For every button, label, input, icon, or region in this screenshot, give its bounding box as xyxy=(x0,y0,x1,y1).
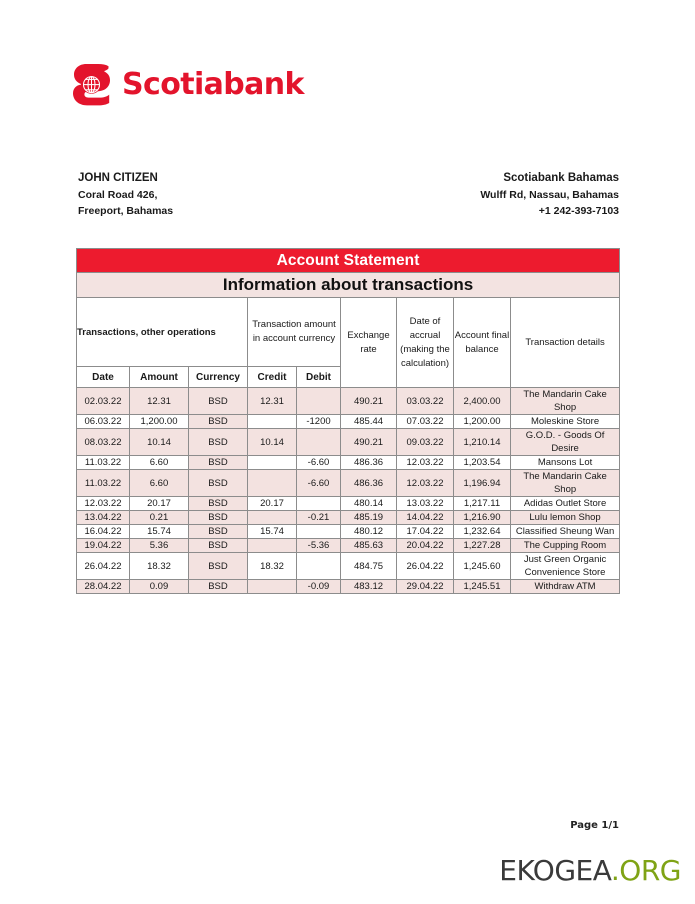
cell-currency: BSD xyxy=(189,497,248,511)
customer-name: JOHN CITIZEN xyxy=(78,172,158,184)
table-row xyxy=(77,456,620,470)
cell-account-final-balance: 1,203.54 xyxy=(454,456,511,470)
cell-currency: BSD xyxy=(189,470,248,497)
cell-currency: BSD xyxy=(189,525,248,539)
cell-currency: BSD xyxy=(189,456,248,470)
table-row xyxy=(77,388,620,415)
cell-currency: BSD xyxy=(189,429,248,456)
address-block xyxy=(78,170,619,220)
cell-account-final-balance: 1,200.00 xyxy=(454,415,511,429)
watermark-tld: .ORG xyxy=(610,854,681,887)
cell-exchange-rate: 485.63 xyxy=(341,539,397,553)
cell-debit: -0.21 xyxy=(297,511,341,525)
transaction-rows xyxy=(77,388,620,594)
table-row xyxy=(77,497,620,511)
cell-credit xyxy=(248,470,297,497)
table-row xyxy=(77,580,620,594)
cell-amount: 20.17 xyxy=(130,497,189,511)
cell-amount: 0.09 xyxy=(130,580,189,594)
cell-date: 02.03.22 xyxy=(77,388,130,415)
cell-debit: -6.60 xyxy=(297,456,341,470)
cell-debit: -0.09 xyxy=(297,580,341,594)
cell-date-of-accrual: 26.04.22 xyxy=(397,553,454,580)
cell-credit: 12.31 xyxy=(248,388,297,415)
cell-date: 11.03.22 xyxy=(77,456,130,470)
cell-credit xyxy=(248,456,297,470)
table-row xyxy=(77,429,620,456)
bank-address xyxy=(480,170,619,220)
cell-exchange-rate: 486.36 xyxy=(341,456,397,470)
cell-exchange-rate: 486.36 xyxy=(341,470,397,497)
cell-date-of-accrual: 12.03.22 xyxy=(397,470,454,497)
cell-date-of-accrual: 12.03.22 xyxy=(397,456,454,470)
brand-wordmark: Scotiabank xyxy=(122,67,304,102)
statement-subtitle: Information about transactions xyxy=(77,273,620,298)
cell-date-of-accrual: 07.03.22 xyxy=(397,415,454,429)
cell-date: 19.04.22 xyxy=(77,539,130,553)
cell-account-final-balance: 1,210.14 xyxy=(454,429,511,456)
bank-name: Scotiabank Bahamas xyxy=(503,172,619,184)
cell-transaction-details: Withdraw ATM xyxy=(511,580,620,594)
cell-transaction-details: Classified Sheung Wan xyxy=(511,525,620,539)
bank-address-line: Wulff Rd, Nassau, Bahamas xyxy=(480,188,619,201)
ekogea-watermark xyxy=(499,854,681,887)
cell-transaction-details: Just Green Organic Convenience Store xyxy=(511,553,620,580)
cell-account-final-balance: 1,217.11 xyxy=(454,497,511,511)
customer-address-line1: Coral Road 426, xyxy=(78,188,158,201)
cell-account-final-balance: 1,245.51 xyxy=(454,580,511,594)
cell-account-final-balance: 2,400.00 xyxy=(454,388,511,415)
cell-transaction-details: G.O.D. - Goods Of Desire xyxy=(511,429,620,456)
statement-title: Account Statement xyxy=(77,249,620,273)
cell-amount: 0.21 xyxy=(130,511,189,525)
cell-account-final-balance: 1,227.28 xyxy=(454,539,511,553)
cell-transaction-details: Lulu lemon Shop xyxy=(511,511,620,525)
cell-debit xyxy=(297,525,341,539)
header-transaction-amount-group: Transaction amount in account currency xyxy=(248,298,341,367)
cell-date: 28.04.22 xyxy=(77,580,130,594)
table-row xyxy=(77,415,620,429)
account-statement-table xyxy=(76,248,620,594)
scotiabank-globe-s-icon xyxy=(72,63,112,107)
table-row xyxy=(77,539,620,553)
cell-amount: 6.60 xyxy=(130,456,189,470)
cell-transaction-details: The Mandarin Cake Shop xyxy=(511,388,620,415)
page-number: Page 1/1 xyxy=(570,820,619,831)
cell-credit: 10.14 xyxy=(248,429,297,456)
cell-debit xyxy=(297,553,341,580)
table-row xyxy=(77,511,620,525)
header-date-of-accrual: Date of accrual (making the calculation) xyxy=(397,298,454,388)
header-account-final-balance: Account final balance xyxy=(454,298,511,388)
cell-debit xyxy=(297,388,341,415)
cell-date-of-accrual: 13.03.22 xyxy=(397,497,454,511)
cell-date-of-accrual: 09.03.22 xyxy=(397,429,454,456)
cell-debit xyxy=(297,497,341,511)
cell-exchange-rate: 483.12 xyxy=(341,580,397,594)
cell-account-final-balance: 1,196.94 xyxy=(454,470,511,497)
cell-account-final-balance: 1,216.90 xyxy=(454,511,511,525)
cell-exchange-rate: 485.44 xyxy=(341,415,397,429)
cell-date-of-accrual: 14.04.22 xyxy=(397,511,454,525)
cell-debit: -5.36 xyxy=(297,539,341,553)
cell-transaction-details: Moleskine Store xyxy=(511,415,620,429)
header-transactions-group: Transactions, other operations xyxy=(77,298,248,367)
cell-account-final-balance: 1,245.60 xyxy=(454,553,511,580)
bank-phone: +1 242-393-7103 xyxy=(538,205,619,217)
cell-exchange-rate: 484.75 xyxy=(341,553,397,580)
cell-exchange-rate: 485.19 xyxy=(341,511,397,525)
cell-transaction-details: Adidas Outlet Store xyxy=(511,497,620,511)
cell-transaction-details: The Cupping Room xyxy=(511,539,620,553)
cell-transaction-details: The Mandarin Cake Shop xyxy=(511,470,620,497)
header-debit: Debit xyxy=(297,367,341,388)
cell-date: 06.03.22 xyxy=(77,415,130,429)
cell-currency: BSD xyxy=(189,511,248,525)
header-amount: Amount xyxy=(130,367,189,388)
header-transaction-details: Transaction details xyxy=(511,298,620,388)
cell-amount: 18.32 xyxy=(130,553,189,580)
cell-amount: 10.14 xyxy=(130,429,189,456)
cell-debit: -1200 xyxy=(297,415,341,429)
cell-exchange-rate: 490.21 xyxy=(341,388,397,415)
cell-credit xyxy=(248,580,297,594)
cell-amount: 6.60 xyxy=(130,470,189,497)
header-exchange-rate: Exchange rate xyxy=(341,298,397,388)
watermark-name: EKOGEA xyxy=(499,854,611,887)
cell-credit xyxy=(248,511,297,525)
cell-amount: 15.74 xyxy=(130,525,189,539)
cell-currency: BSD xyxy=(189,553,248,580)
cell-date-of-accrual: 03.03.22 xyxy=(397,388,454,415)
cell-exchange-rate: 480.14 xyxy=(341,497,397,511)
cell-date-of-accrual: 20.04.22 xyxy=(397,539,454,553)
cell-amount: 12.31 xyxy=(130,388,189,415)
cell-amount: 1,200.00 xyxy=(130,415,189,429)
cell-date: 26.04.22 xyxy=(77,553,130,580)
brand-logo xyxy=(72,63,304,107)
table-row xyxy=(77,525,620,539)
cell-credit: 15.74 xyxy=(248,525,297,539)
cell-date-of-accrual: 29.04.22 xyxy=(397,580,454,594)
cell-currency: BSD xyxy=(189,580,248,594)
cell-date: 11.03.22 xyxy=(77,470,130,497)
cell-amount: 5.36 xyxy=(130,539,189,553)
cell-date: 12.03.22 xyxy=(77,497,130,511)
cell-exchange-rate: 490.21 xyxy=(341,429,397,456)
cell-date-of-accrual: 17.04.22 xyxy=(397,525,454,539)
cell-exchange-rate: 480.12 xyxy=(341,525,397,539)
header-currency: Currency xyxy=(189,367,248,388)
cell-currency: BSD xyxy=(189,539,248,553)
header-date: Date xyxy=(77,367,130,388)
cell-credit xyxy=(248,415,297,429)
table-row xyxy=(77,470,620,497)
cell-account-final-balance: 1,232.64 xyxy=(454,525,511,539)
cell-debit xyxy=(297,429,341,456)
table-row xyxy=(77,553,620,580)
cell-date: 16.04.22 xyxy=(77,525,130,539)
cell-date: 13.04.22 xyxy=(77,511,130,525)
cell-credit xyxy=(248,539,297,553)
cell-currency: BSD xyxy=(189,388,248,415)
cell-credit: 18.32 xyxy=(248,553,297,580)
cell-credit: 20.17 xyxy=(248,497,297,511)
header-credit: Credit xyxy=(248,367,297,388)
customer-address-line2: Freeport, Bahamas xyxy=(78,205,174,217)
customer-address xyxy=(78,170,173,220)
cell-currency: BSD xyxy=(189,415,248,429)
cell-date: 08.03.22 xyxy=(77,429,130,456)
cell-transaction-details: Mansons Lot xyxy=(511,456,620,470)
cell-debit: -6.60 xyxy=(297,470,341,497)
